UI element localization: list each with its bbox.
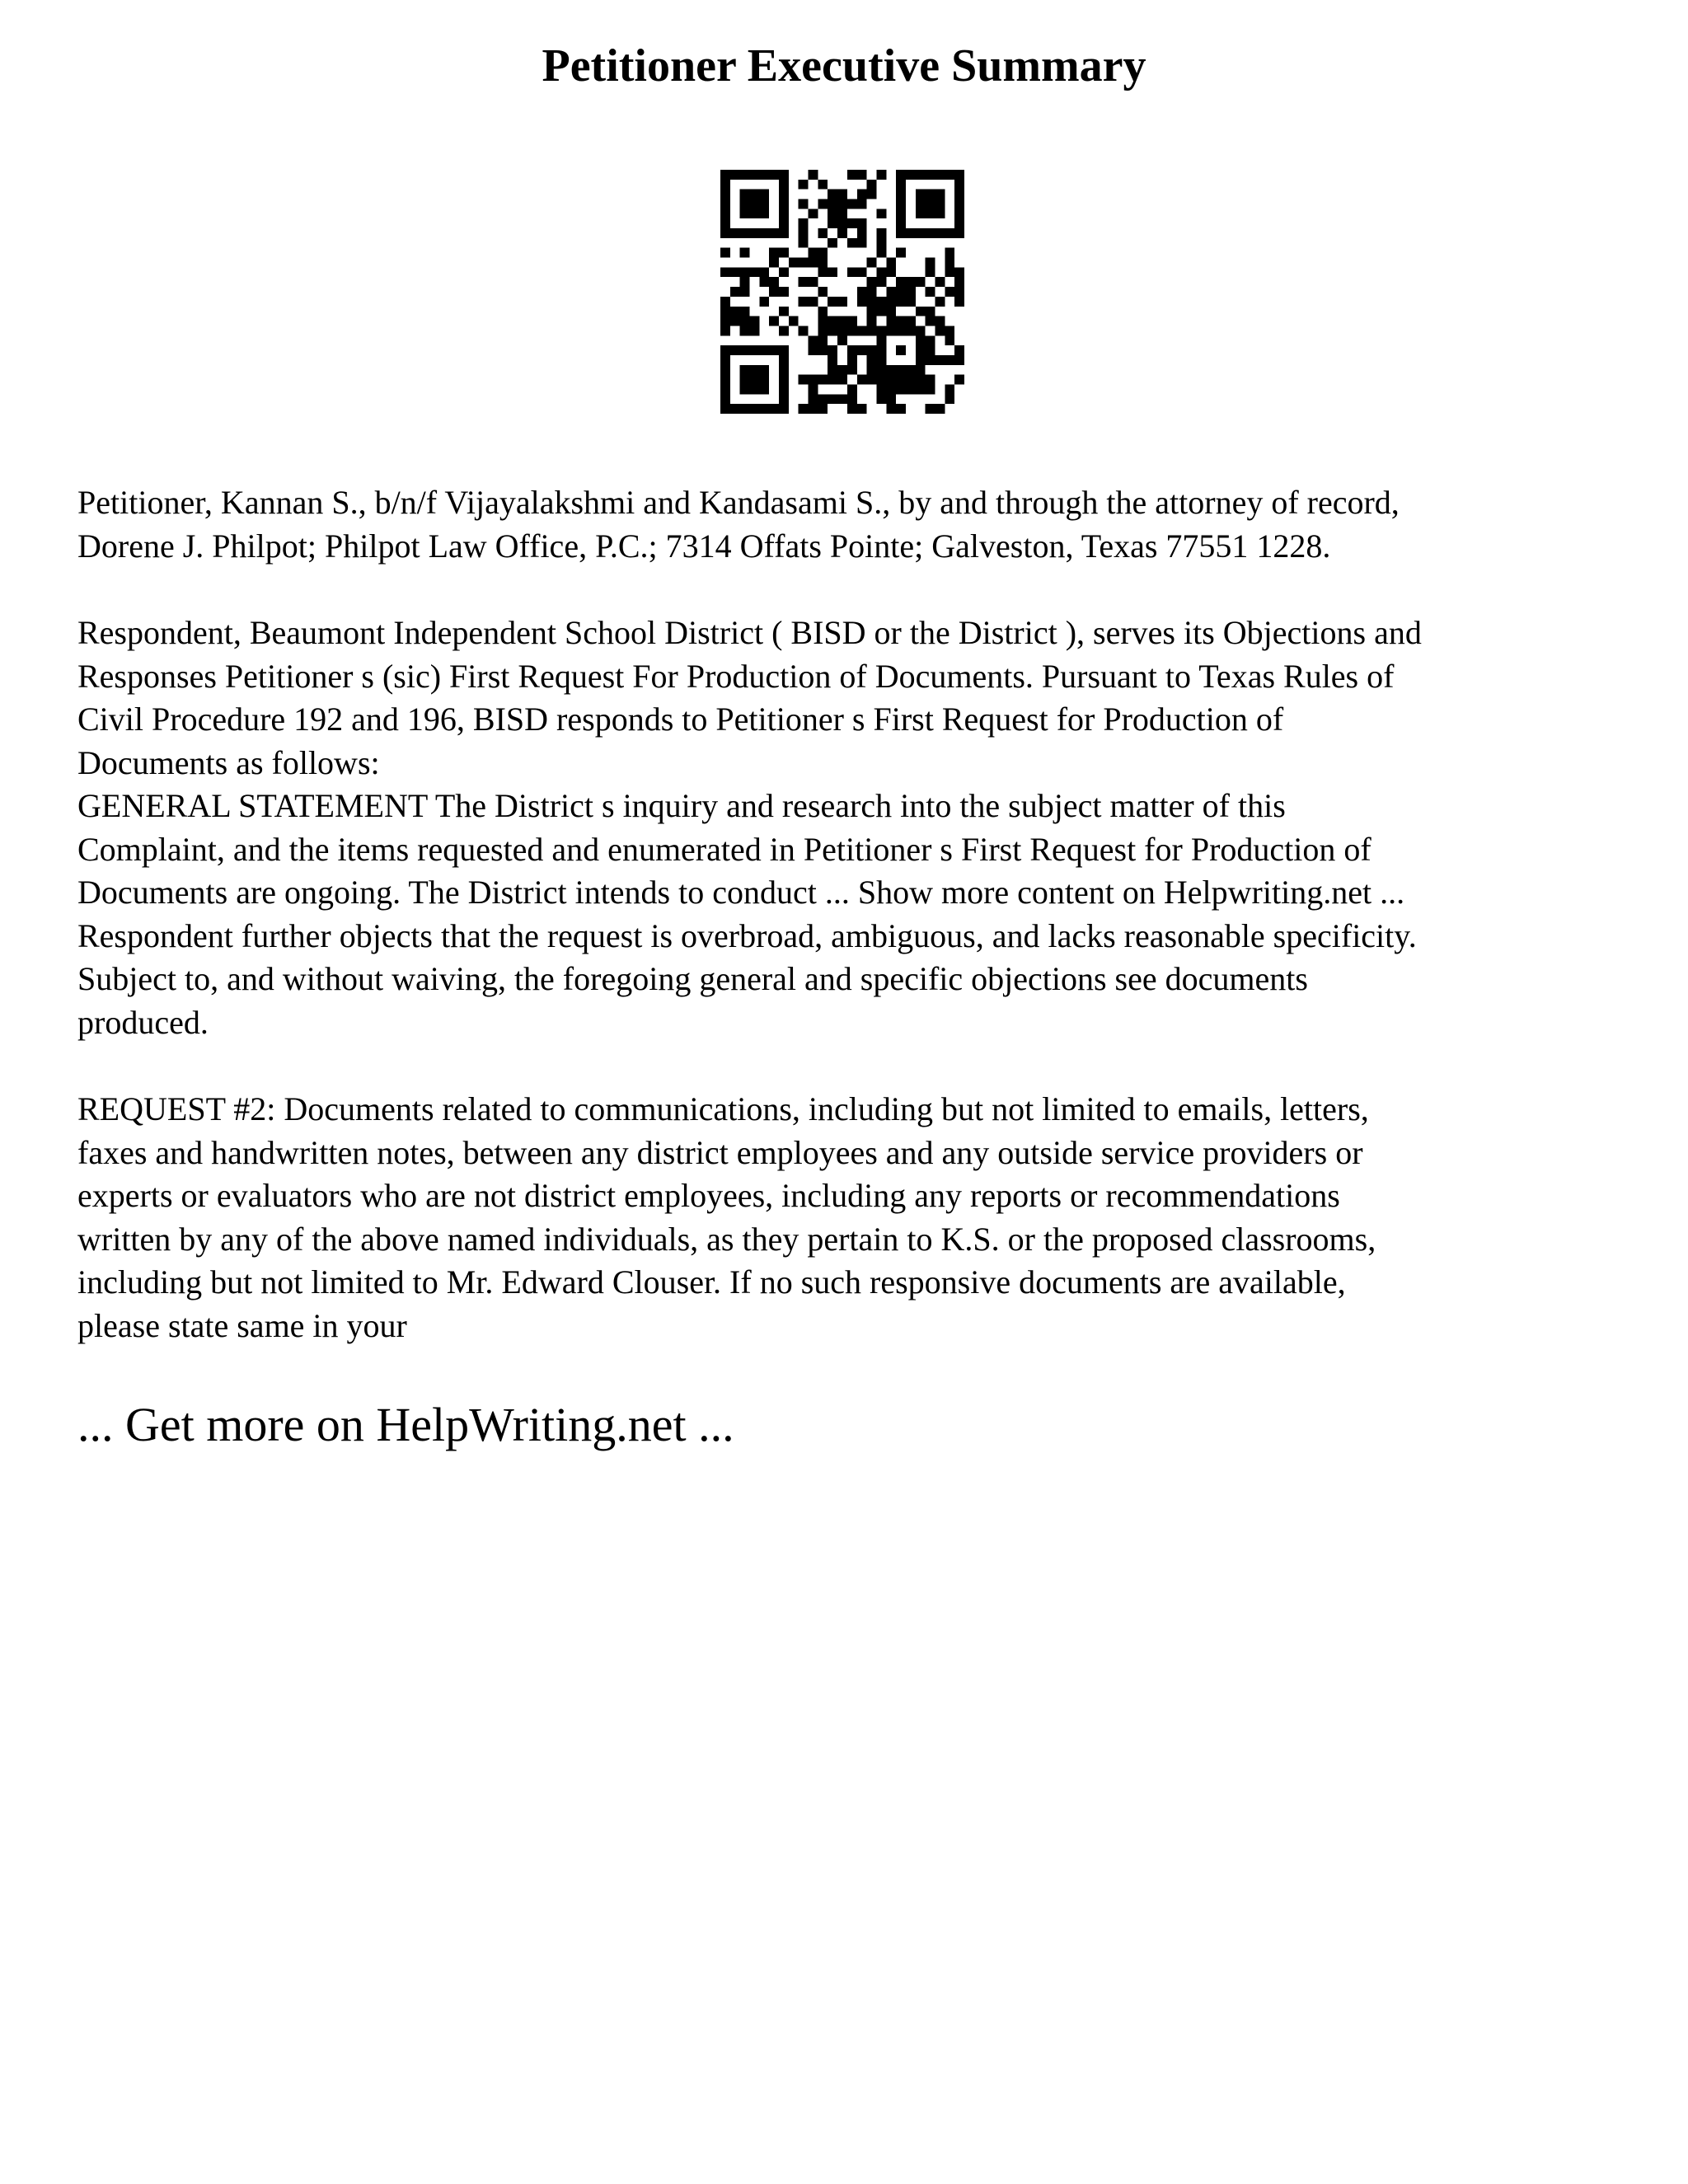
paragraph-request-2 (77, 1088, 1627, 1347)
get-more-link[interactable]: ... Get more on HelpWriting.net ... (77, 1398, 734, 1451)
text-line: produced. (77, 1003, 209, 1041)
qr-code-graphic (720, 170, 964, 414)
text-line: please state same in your (77, 1306, 407, 1344)
text-line: written by any of the above named individuals, as they pertain to K.S. or the proposed classrooms, (77, 1220, 1376, 1258)
text-line: Documents are ongoing. The District intends to conduct ... Show more content on Helpwriting.net ... (77, 874, 1405, 911)
text-line: Civil Procedure 192 and 196, BISD responds to Petitioner s First Request for Production of (77, 701, 1284, 738)
text-line: Complaint, and the items requested and enumerated in Petitioner s First Request for Production of (77, 830, 1372, 868)
text-line: Responses Petitioner s (sic) First Request For Production of Documents. Pursuant to Texas Rules of (77, 657, 1395, 695)
qr-code (720, 170, 964, 414)
document-title: Petitioner Executive Summary (542, 40, 1146, 91)
text-line: Documents as follows: (77, 743, 380, 781)
text-line: including but not limited to Mr. Edward Clouser. If no such responsive documents are available, (77, 1263, 1346, 1301)
text-line: Respondent further objects that the request is overbroad, ambiguous, and lacks reasonable specificity. (77, 916, 1417, 954)
text-line: Petitioner, Kannan S., b/n/f Vijayalakshmi and Kandasami S., by and through the attorney of record, (77, 484, 1400, 521)
text-line: faxes and handwritten notes, between any district employees and any outside service providers or (77, 1133, 1363, 1171)
text-line: Subject to, and without waiving, the foregoing general and specific objections see documents (77, 960, 1308, 997)
paragraph-petitioner (77, 481, 1627, 568)
text-line: experts or evaluators who are not district employees, including any reports or recommendations (77, 1177, 1340, 1214)
paragraph-respondent (77, 612, 1627, 1044)
text-line: Dorene J. Philpot; Philpot Law Office, P.C.; 7314 Offats Pointe; Galveston, Texas 77551 1228. (77, 527, 1331, 565)
text-line: Respondent, Beaumont Independent School District ( BISD or the District ), serves its Objections and (77, 614, 1422, 651)
text-line: REQUEST #2: Documents related to communications, including but not limited to emails, letters, (77, 1090, 1369, 1127)
text-line: GENERAL STATEMENT The District s inquiry and research into the subject matter of this (77, 787, 1286, 824)
